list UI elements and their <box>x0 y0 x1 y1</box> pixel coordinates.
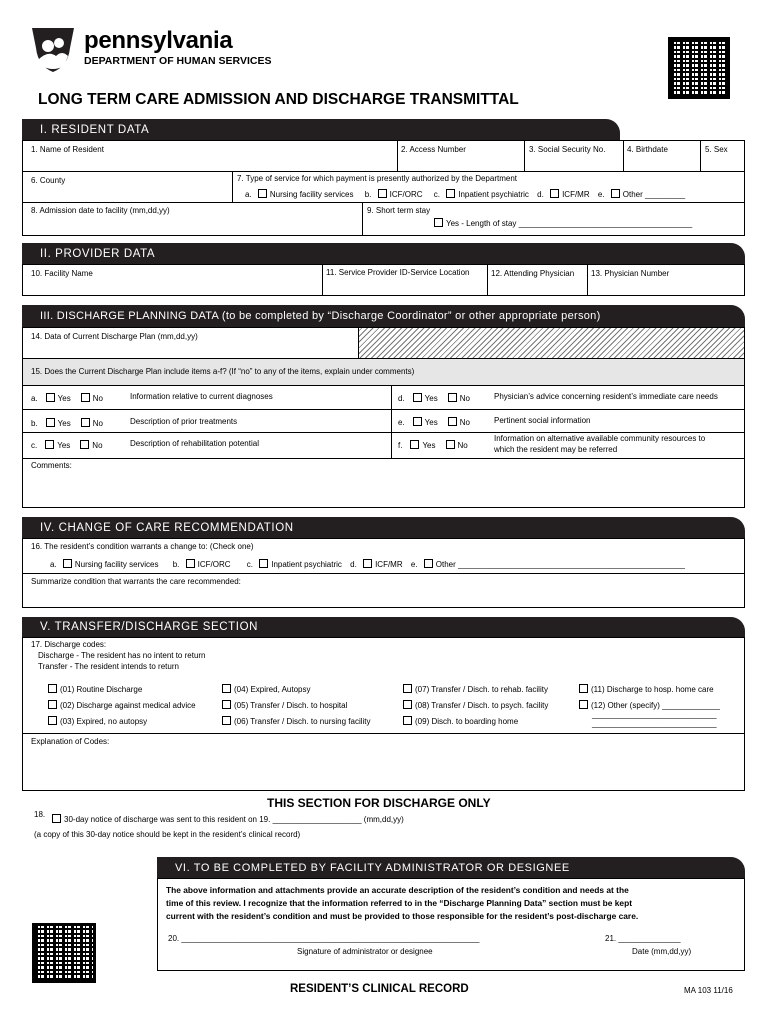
code-08: (08) Transfer / Disch. to psych. facility <box>403 700 548 710</box>
dept-name: DEPARTMENT OF HUMAN SERVICES <box>84 55 272 67</box>
checkbox-short-term[interactable] <box>434 218 443 227</box>
form-title: LONG TERM CARE ADMISSION AND DISCHARGE TRANSMITTAL <box>38 91 519 108</box>
item-b: b. Yes No <box>31 419 103 428</box>
field-attending-physician[interactable]: 12. Attending Physician <box>491 269 575 278</box>
question-16: 16. The resident’s condition warrants a change to: (Check one) <box>31 542 254 551</box>
field-county[interactable]: 6. County <box>31 176 66 185</box>
checkbox-code-04[interactable] <box>222 684 231 693</box>
copy-note: (a copy of this 30-day notice should be kept in the resident’s clinical record) <box>34 830 301 839</box>
checkbox-care-d[interactable] <box>363 559 372 568</box>
attestation-3: current with the resident’s condition and must be provided to those responsible for the resident’s post-discharge care. <box>166 911 639 921</box>
checkbox-c-no[interactable] <box>80 440 89 449</box>
checkbox-a-no[interactable] <box>81 393 90 402</box>
item-c: c. Yes No <box>31 441 103 450</box>
code-07: (07) Transfer / Disch. to rehab. facility <box>403 684 548 694</box>
item-f-text-2: which the resident may be referred <box>494 445 618 454</box>
form-number: MA 103 11/16 <box>684 986 733 995</box>
item-f-text-1: Information on alternative available community resources to <box>494 434 706 443</box>
item-f: f. Yes No <box>398 441 468 450</box>
checkbox-e-yes[interactable] <box>413 417 422 426</box>
item-e: e. Yes No <box>398 418 470 427</box>
item-c-text: Description of rehabilitation potential <box>130 439 259 448</box>
signature-label: Signature of administrator or designee <box>297 947 433 956</box>
code-11: (11) Discharge to hosp. home care <box>579 684 714 694</box>
code-03: (03) Expired, no autopsy <box>48 716 147 726</box>
checkbox-code-09[interactable] <box>403 716 412 725</box>
section-3-header: III. DISCHARGE PLANNING DATA (to be completed by “Discharge Coordinator” or other appropriate person) <box>22 305 745 327</box>
checkbox-care-b[interactable] <box>186 559 195 568</box>
signature-line[interactable]: 20. ___________________________________________________________________ <box>168 934 480 943</box>
checkbox-code-05[interactable] <box>222 700 231 709</box>
code-04: (04) Expired, Autopsy <box>222 684 310 694</box>
checkbox-service-a[interactable] <box>258 189 267 198</box>
org-name: pennsylvania <box>84 27 233 54</box>
checkbox-d-yes[interactable] <box>413 393 422 402</box>
item-d: d. Yes No <box>398 394 470 403</box>
comments-field[interactable]: Comments: <box>31 461 72 470</box>
section-1-header: I. RESIDENT DATA <box>22 119 620 140</box>
checkbox-code-07[interactable] <box>403 684 412 693</box>
section-2-header: II. PROVIDER DATA <box>22 243 745 264</box>
checkbox-c-yes[interactable] <box>45 440 54 449</box>
field-access[interactable]: 2. Access Number <box>401 145 466 154</box>
discharge-only-heading: THIS SECTION FOR DISCHARGE ONLY <box>267 796 491 810</box>
summarize-field[interactable]: Summarize condition that warrants the care recommended: <box>31 577 241 586</box>
section-5-header: V. TRANSFER/DISCHARGE SECTION <box>22 617 745 637</box>
checkbox-code-12[interactable] <box>579 700 588 709</box>
checkbox-service-d[interactable] <box>550 189 559 198</box>
service-type-options: a. Nursing facility services b. ICF/ORC c. Inpatient psychiatric d. ICF/MR e. Other _________ <box>245 190 686 199</box>
field-facility-name[interactable]: 10. Facility Name <box>31 269 93 278</box>
keystone-logo <box>28 26 78 74</box>
checkbox-f-yes[interactable] <box>410 440 419 449</box>
question-17: 17. Discharge codes: <box>31 640 107 649</box>
checkbox-service-b[interactable] <box>378 189 387 198</box>
item-b-text: Description of prior treatments <box>130 417 238 426</box>
date-line[interactable]: 21. ______________ <box>605 934 681 943</box>
field-ssn[interactable]: 3. Social Security No. <box>529 145 606 154</box>
q18-number: 18. <box>34 810 46 819</box>
item-a: a. Yes No <box>31 394 103 403</box>
code-02: (02) Discharge against medical advice <box>48 700 196 710</box>
checkbox-code-02[interactable] <box>48 700 57 709</box>
code-09: (09) Disch. to boarding home <box>403 716 518 726</box>
checkbox-a-yes[interactable] <box>46 393 55 402</box>
checkbox-code-11[interactable] <box>579 684 588 693</box>
date-label: Date (mm,dd,yy) <box>632 947 692 956</box>
field-discharge-plan-date[interactable]: 14. Data of Current Discharge Plan (mm,dd,yy) <box>31 332 198 341</box>
checkbox-care-c[interactable] <box>259 559 268 568</box>
field-provider-id[interactable]: 11. Service Provider ID-Service Location <box>326 268 470 277</box>
checkbox-care-a[interactable] <box>63 559 72 568</box>
explanation-field[interactable]: Explanation of Codes: <box>31 737 110 746</box>
checkbox-f-no[interactable] <box>446 440 455 449</box>
checkbox-code-01[interactable] <box>48 684 57 693</box>
checkbox-code-06[interactable] <box>222 716 231 725</box>
attestation-1: The above information and attachments provide an accurate description of the resident’s condition and needs at the <box>166 885 629 895</box>
checkbox-e-no[interactable] <box>448 417 457 426</box>
clinical-record-label: RESIDENT’S CLINICAL RECORD <box>290 983 469 995</box>
barcode-bottom <box>32 923 96 983</box>
checkbox-b-yes[interactable] <box>46 418 55 427</box>
checkbox-code-03[interactable] <box>48 716 57 725</box>
field-birthdate[interactable]: 4. Birthdate <box>627 145 668 154</box>
care-options: a. Nursing facility services b. ICF/ORC c. Inpatient psychiatric d. ICF/MR e. Other ___________________________________________________ <box>50 560 685 569</box>
barcode-top <box>668 37 730 99</box>
field-admission-date[interactable]: 8. Admission date to facility (mm,dd,yy) <box>31 206 170 215</box>
field-physician-number[interactable]: 13. Physician Number <box>591 269 670 278</box>
code-01: (01) Routine Discharge <box>48 684 142 694</box>
field-sex[interactable]: 5. Sex <box>705 145 728 154</box>
q18-notice: 30-day notice of discharge was sent to this resident on 19. ____________________ (mm,dd,yy) <box>52 814 404 824</box>
checkbox-d-no[interactable] <box>448 393 457 402</box>
checkbox-b-no[interactable] <box>81 418 90 427</box>
other-line-2[interactable]: ____________________________ <box>592 719 717 728</box>
code-12: (12) Other (specify) _____________ <box>579 700 720 710</box>
service-type-label: 7. Type of service for which payment is presently authorized by the Department <box>237 174 517 183</box>
checkbox-care-e[interactable] <box>424 559 433 568</box>
short-term-yes: Yes - Length of stay _______________________________________ <box>434 218 692 228</box>
checkbox-service-e[interactable] <box>611 189 620 198</box>
discharge-def: Discharge - The resident has no intent to return <box>38 651 206 660</box>
checkbox-code-08[interactable] <box>403 700 412 709</box>
item-a-text: Information relative to current diagnoses <box>130 392 273 401</box>
transfer-def: Transfer - The resident intends to return <box>38 662 179 671</box>
section-6-header: VI. TO BE COMPLETED BY FACILITY ADMINISTRATOR OR DESIGNEE <box>157 857 745 878</box>
section-4-header: IV. CHANGE OF CARE RECOMMENDATION <box>22 517 745 538</box>
field-name[interactable]: 1. Name of Resident <box>31 145 104 154</box>
other-line-1[interactable]: ____________________________ <box>592 710 717 719</box>
code-05: (05) Transfer / Disch. to hospital <box>222 700 347 710</box>
item-e-text: Pertinent social information <box>494 416 591 425</box>
checkbox-service-c[interactable] <box>446 189 455 198</box>
checkbox-30-day-notice[interactable] <box>52 814 61 823</box>
question-15: 15. Does the Current Discharge Plan include items a-f? (If “no” to any of the items, explain under comments) <box>31 367 415 376</box>
short-term-stay-label: 9. Short term stay <box>367 206 431 215</box>
code-06: (06) Transfer / Disch. to nursing facility <box>222 716 371 726</box>
item-d-text: Physician’s advice concerning resident’s immediate care needs <box>494 392 718 401</box>
attestation-2: time of this review. I recognize that the information referred to in the “Discharge Planning Data” section must be kept <box>166 898 632 908</box>
